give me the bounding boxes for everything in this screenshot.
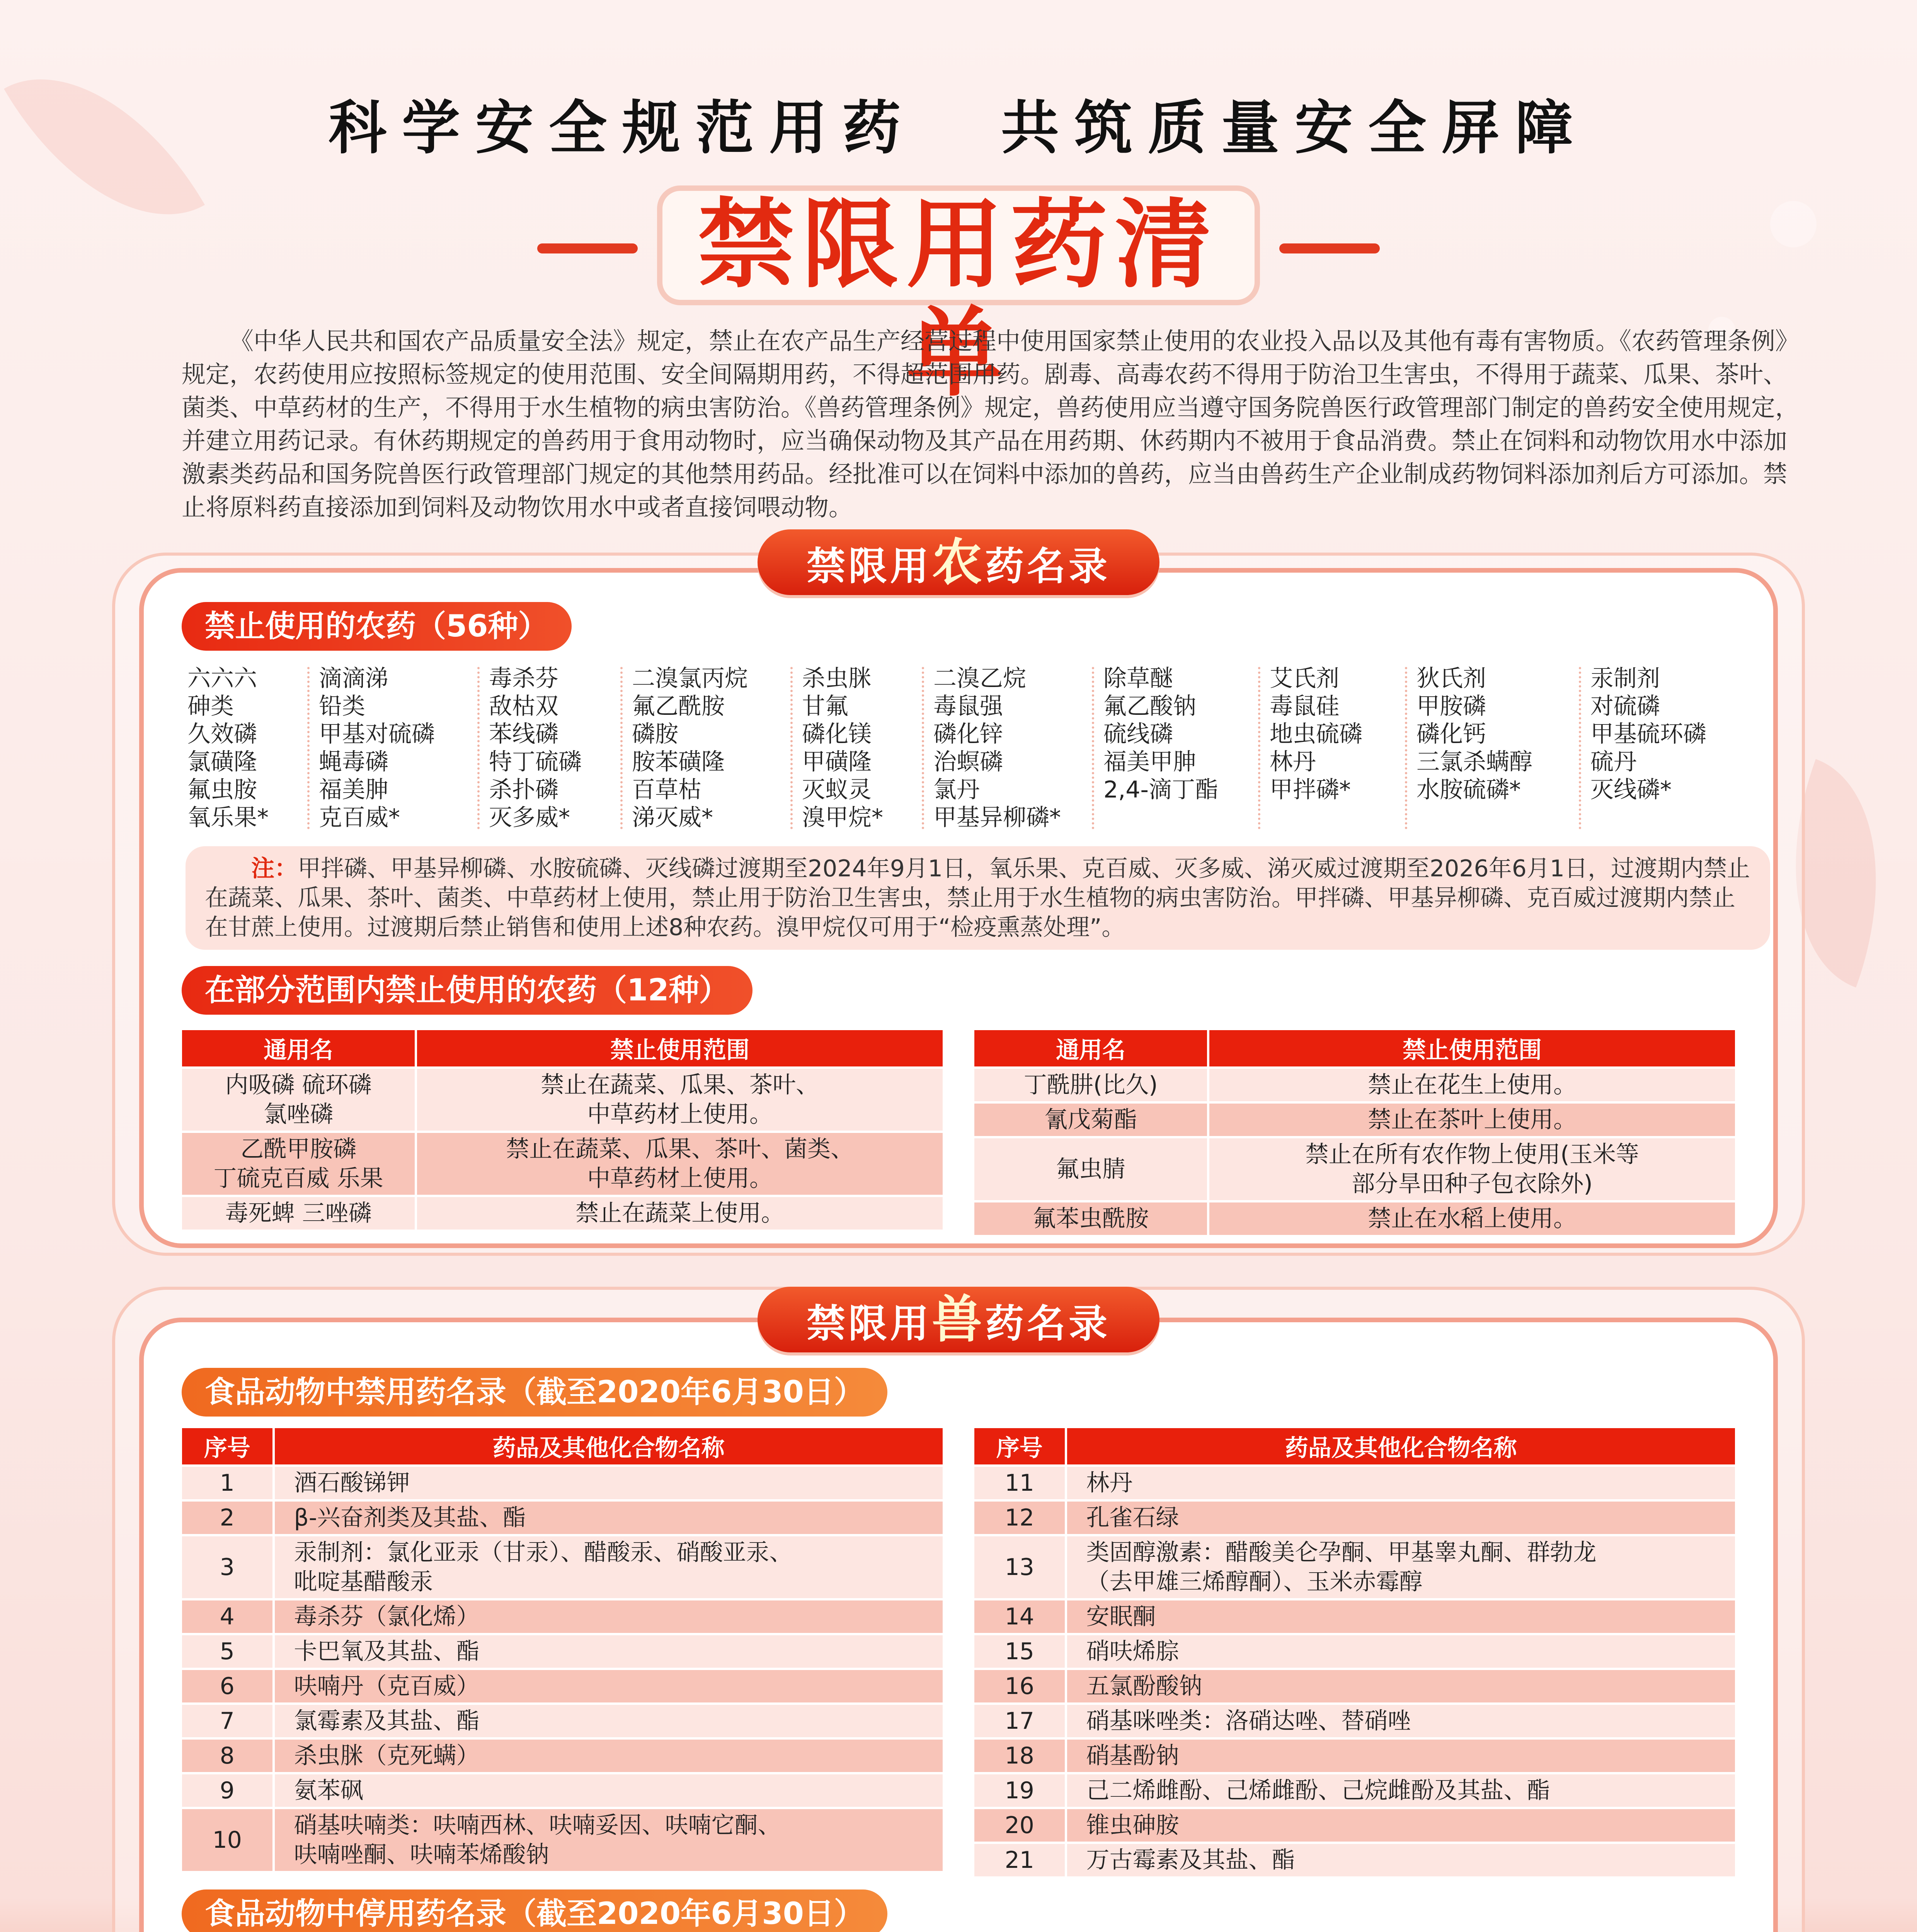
- banned-pesticide-column: [489, 665, 582, 832]
- name-cell: 呋喃丹（克百威）: [274, 1669, 944, 1704]
- column-header-no: 序号: [973, 1427, 1066, 1466]
- name-cell: 氨苯砜: [274, 1773, 944, 1808]
- table-row: [973, 1102, 1736, 1137]
- name-cell: 硝基酚钠: [1066, 1738, 1737, 1773]
- name-cell: 安眠酮: [1066, 1599, 1737, 1634]
- banned-pesticide-item: 对硫磷: [1590, 693, 1660, 720]
- banned-pesticide-item: 磷化钙: [1416, 721, 1486, 748]
- banned-pesticide-item: 福美胂: [319, 776, 388, 803]
- banned-pesticide-item: 甲基对硫磷: [319, 721, 435, 748]
- banned-pesticide-item: 砷类: [187, 693, 234, 720]
- banned-pesticide-item: 磷化镁: [802, 721, 872, 748]
- row-number: 2: [181, 1500, 274, 1535]
- veterinary-title-pre: 禁限用: [806, 1301, 932, 1346]
- banned-pesticide-item: 毒杀芬: [489, 665, 558, 692]
- name-cell: 类固醇激素：醋酸美仑孕酮、甲基睾丸酮、群勃龙 （去甲雄三烯醇酮）、玉米赤霉醇: [1066, 1535, 1737, 1599]
- name-cell: 硝呋烯腙: [1066, 1634, 1737, 1669]
- table-row: [181, 1704, 944, 1738]
- row-number: 11: [973, 1466, 1066, 1500]
- pesticide-title-big: 农: [931, 533, 985, 592]
- table-row: [973, 1773, 1736, 1808]
- row-number: 21: [973, 1843, 1066, 1878]
- table-row: [181, 1669, 944, 1704]
- banned-pesticide-item: 杀扑磷: [489, 776, 558, 803]
- banned-pesticide-item: 久效磷: [187, 721, 257, 748]
- banned-pesticide-column: [1103, 665, 1218, 804]
- banned-pesticide-item: 硫线磷: [1103, 721, 1173, 748]
- banned-pesticide-item: 水胺硫磷*: [1416, 776, 1521, 803]
- name-cell: 内吸磷 硫环磷 氯唑磷: [181, 1068, 416, 1132]
- banned-pesticide-item: 六六六: [187, 665, 257, 692]
- row-number: 5: [181, 1634, 274, 1669]
- column-separator: [1405, 667, 1407, 829]
- banned-pesticide-item: 溴甲烷*: [802, 804, 883, 831]
- banned-pesticide-item: 艾氏剂: [1270, 665, 1339, 692]
- banned-pesticide-item: 灭线磷*: [1590, 776, 1672, 803]
- veterinary-title-big: 兽: [931, 1290, 985, 1349]
- column-separator: [1092, 667, 1094, 829]
- name-cell: 林丹: [1066, 1466, 1737, 1500]
- name-cell: 万古霉素及其盐、酯: [1066, 1843, 1737, 1878]
- restricted-pesticides-heading: 在部分范围内禁止使用的农药（12种）: [182, 966, 752, 1015]
- note-lead: 注：: [251, 855, 298, 882]
- banned-pesticide-item: 灭多威*: [489, 804, 570, 831]
- banned-pesticide-item: 2,4-滴丁酯: [1103, 776, 1219, 803]
- name-cell: 杀虫脒（克死螨）: [274, 1738, 944, 1773]
- ban-scope-cell: 禁止在茶叶上使用。: [1208, 1102, 1736, 1137]
- banned-pesticide-item: 福美甲胂: [1103, 748, 1196, 776]
- column-header-no: 序号: [181, 1427, 274, 1466]
- row-number: 19: [973, 1773, 1066, 1808]
- banned-pesticide-item: 狄氏剂: [1416, 665, 1486, 692]
- column-separator: [790, 667, 793, 829]
- banned-pesticide-item: 除草醚: [1103, 665, 1173, 692]
- title-dash-left: [537, 243, 638, 253]
- name-cell: 锥虫砷胺: [1066, 1808, 1737, 1843]
- table-row: [181, 1466, 944, 1500]
- row-number: 6: [181, 1669, 274, 1704]
- column-header-name: 通用名: [181, 1029, 416, 1068]
- table-row: [973, 1201, 1736, 1236]
- column-header-name: 通用名: [973, 1029, 1208, 1068]
- table-row: [973, 1068, 1736, 1102]
- veterinary-title-post: 药名录: [985, 1301, 1110, 1346]
- table-row: [181, 1500, 944, 1535]
- column-header-scope: 禁止使用范围: [1208, 1029, 1736, 1068]
- name-cell: 氟虫腈: [973, 1137, 1208, 1201]
- name-cell: 丁酰肼(比久): [973, 1068, 1208, 1102]
- name-cell: 硝基呋喃类：呋喃西林、呋喃妥因、呋喃它酮、 呋喃唑酮、呋喃苯烯酸钠: [274, 1808, 944, 1872]
- headline-left: 科学安全规范用药: [328, 95, 916, 162]
- row-number: 13: [973, 1535, 1066, 1599]
- page-headline: [0, 81, 1917, 165]
- banned-pesticide-column: [632, 665, 748, 832]
- banned-pesticide-item: 磷胺: [632, 721, 678, 748]
- banned-pesticide-item: 氟虫胺: [187, 776, 257, 803]
- banned-pesticide-item: 三氯杀螨醇: [1416, 748, 1532, 776]
- name-cell: 毒杀芬（氯化烯）: [274, 1599, 944, 1634]
- table-row: [181, 1535, 944, 1599]
- headline-right: 共筑质量安全屏障: [1001, 95, 1589, 162]
- banned-pesticide-item: 汞制剂: [1590, 665, 1660, 692]
- banned-pesticide-item: 治螟磷: [933, 748, 1003, 776]
- table-row: [973, 1535, 1736, 1599]
- ban-scope-cell: 禁止在蔬菜、瓜果、茶叶、 中草药材上使用。: [416, 1068, 944, 1132]
- banned-pesticide-item: 苯线磷: [489, 721, 558, 748]
- row-number: 18: [973, 1738, 1066, 1773]
- banned-pesticide-item: 克百威*: [319, 804, 400, 831]
- column-separator: [307, 667, 310, 829]
- row-number: 10: [181, 1808, 274, 1872]
- name-cell: 孔雀石绿: [1066, 1500, 1737, 1535]
- banned-pesticide-item: 氧乐果*: [187, 804, 269, 831]
- name-cell: 硝基咪唑类：洛硝达唑、替硝唑: [1066, 1704, 1737, 1738]
- banned-pesticide-column: [1270, 665, 1362, 804]
- column-separator: [620, 667, 623, 829]
- banned-pesticide-item: 灭蚁灵: [802, 776, 872, 803]
- table-row: [973, 1599, 1736, 1634]
- ban-scope-cell: 禁止在花生上使用。: [1208, 1068, 1736, 1102]
- name-cell: 酒石酸锑钾: [274, 1466, 944, 1500]
- row-number: 15: [973, 1634, 1066, 1669]
- row-number: 7: [181, 1704, 274, 1738]
- banned-pesticide-item: 二溴氯丙烷: [632, 665, 748, 692]
- name-cell: 毒死蜱 三唑磷: [181, 1196, 416, 1231]
- row-number: 3: [181, 1535, 274, 1599]
- column-header-scope: 禁止使用范围: [416, 1029, 944, 1068]
- banned-pesticide-item: 林丹: [1270, 748, 1316, 776]
- banned-pesticide-item: 滴滴涕: [319, 665, 388, 692]
- row-number: 12: [973, 1500, 1066, 1535]
- table-row: [973, 1843, 1736, 1878]
- banned-pesticide-item: 氟乙酰胺: [632, 693, 725, 720]
- main-title: 禁限用药清单: [657, 185, 1260, 305]
- banned-pesticide-item: 蝇毒磷: [319, 748, 388, 776]
- table-row: [973, 1669, 1736, 1704]
- banned-pesticide-item: 甲拌磷*: [1270, 776, 1351, 803]
- banned-pesticide-column: [933, 665, 1061, 832]
- banned-pesticide-item: 甲磺隆: [802, 748, 872, 776]
- name-cell: β-兴奋剂类及其盐、酯: [274, 1500, 944, 1535]
- banned-pesticide-item: 涕灭威*: [632, 804, 713, 831]
- banned-pesticide-item: 百草枯: [632, 776, 701, 803]
- row-number: 4: [181, 1599, 274, 1634]
- table-row: [181, 1599, 944, 1634]
- veterinary-section-title: [758, 1287, 1159, 1352]
- name-cell: 氯霉素及其盐、酯: [274, 1704, 944, 1738]
- banned-pesticide-item: 特丁硫磷: [489, 748, 582, 776]
- name-cell: 乙酰甲胺磷 丁硫克百威 乐果: [181, 1132, 416, 1196]
- banned-pesticide-item: 氯磺隆: [187, 748, 257, 776]
- banned-pesticide-column: [1416, 665, 1532, 804]
- banned-pesticide-item: 铅类: [319, 693, 365, 720]
- table-row: [181, 1068, 944, 1132]
- banned-pesticide-item: 胺苯磺隆: [632, 748, 725, 776]
- banned-pesticide-column: [319, 665, 435, 832]
- pesticide-note: [186, 846, 1770, 950]
- table-row: [181, 1738, 944, 1773]
- name-cell: 氰戊菊酯: [973, 1102, 1208, 1137]
- banned-pesticide-item: 甲胺磷: [1416, 693, 1486, 720]
- table-row: [973, 1738, 1736, 1773]
- banned-pesticide-item: 氯丹: [933, 776, 980, 803]
- name-cell: 卡巴氧及其盐、酯: [274, 1634, 944, 1669]
- row-number: 16: [973, 1669, 1066, 1704]
- table-row: [181, 1132, 944, 1196]
- suspended-vet-drugs-heading: 食品动物中停用药名录（截至2020年6月30日）: [182, 1889, 887, 1932]
- note-text: 甲拌磷、甲基异柳磷、水胺硫磷、灭线磷过渡期至2024年9月1日，氧乐果、克百威、灭多威、涕灭威过渡期至2026年6月1日，过渡期内禁止在蔬菜、瓜果、茶叶、菌类、中草药材上使用，禁止用于防治卫生害虫，禁止用于水生植物的病虫害防治。甲拌磷、甲基异柳磷、克百威过渡期内禁止在甘蔗上使用。过渡期后禁止销售和使用上述8种农药。溴甲烷仅可用于“检疫熏蒸处理”。: [205, 855, 1750, 941]
- banned-pesticide-column: [802, 665, 883, 832]
- ban-scope-cell: 禁止在蔬菜上使用。: [416, 1196, 944, 1231]
- banned-pesticide-item: 硫丹: [1590, 748, 1637, 776]
- title-dash-right: [1279, 243, 1380, 253]
- name-cell: 己二烯雌酚、己烯雌酚、己烷雌酚及其盐、酯: [1066, 1773, 1737, 1808]
- table-row: [973, 1466, 1736, 1500]
- table-row: [973, 1634, 1736, 1669]
- row-number: 8: [181, 1738, 274, 1773]
- column-separator: [922, 667, 924, 829]
- banned-pesticide-item: 磷化锌: [933, 721, 1003, 748]
- pesticide-section-title: [758, 529, 1159, 595]
- table-row: [181, 1808, 944, 1872]
- intro-paragraph: 《中华人民共和国农产品质量安全法》规定，禁止在农产品生产经营过程中使用国家禁止使用的农业投入品以及其他有毒有害物质。《农药管理条例》规定，农药使用应按照标签规定的使用范围、安全间隔期用药，不得超范围用药。剧毒、高毒农药不得用于防治卫生害虫，不得用于蔬菜、瓜果、茶叶、菌类、中草药材的生产，不得用于水生植物的病虫害防治。《兽药管理条例》规定，兽药使用应当遵守国务院兽医行政管理部门制定的兽药安全使用规定，并建立用药记录。有休药期规定的兽药用于食用动物时，应当确保动物及其产品在用药期、休药期内不被用于食品消费。禁止在饲料和动物饮用水中添加激素类药品和国务院兽医行政管理部门规定的其他禁用药品。经批准可以在饲料中添加的兽药，应当由兽药生产企业制成药物饲料添加剂后方可添加。禁止将原料药直接添加到饲料及动物饮用水中或者直接饲喂动物。: [182, 327, 1800, 521]
- banned-pesticide-item: 甲基异柳磷*: [933, 804, 1061, 831]
- banned-pesticide-item: 甘氟: [802, 693, 848, 720]
- column-header-drug: 药品及其他化合物名称: [1066, 1427, 1737, 1466]
- row-number: 17: [973, 1704, 1066, 1738]
- banned-pesticides-heading: 禁止使用的农药（56种）: [182, 602, 572, 651]
- table-row: [973, 1500, 1736, 1535]
- banned-pesticide-item: 二溴乙烷: [933, 665, 1026, 692]
- table-row: [973, 1704, 1736, 1738]
- vet-banned-table-left: [180, 1426, 945, 1873]
- name-cell: 汞制剂：氯化亚汞（甘汞）、醋酸汞、硝酸亚汞、 吡啶基醋酸汞: [274, 1535, 944, 1599]
- table-row: [181, 1634, 944, 1669]
- main-title-area: [0, 185, 1917, 409]
- pesticide-title-post: 药名录: [985, 544, 1110, 589]
- table-row: [181, 1773, 944, 1808]
- pesticide-title-pre: 禁限用: [806, 544, 932, 589]
- ban-scope-cell: 禁止在水稻上使用。: [1208, 1201, 1736, 1236]
- column-separator: [1579, 667, 1581, 829]
- table-row: [973, 1808, 1736, 1843]
- name-cell: 五氯酚酸钠: [1066, 1669, 1737, 1704]
- banned-pesticide-column: [1590, 665, 1706, 804]
- banned-vet-drugs-heading: 食品动物中禁用药名录（截至2020年6月30日）: [182, 1368, 887, 1417]
- banned-pesticide-column: [187, 665, 269, 832]
- ban-scope-cell: 禁止在蔬菜、瓜果、茶叶、菌类、 中草药材上使用。: [416, 1132, 944, 1196]
- restricted-table-left: [180, 1028, 945, 1232]
- banned-pesticide-item: 毒鼠强: [933, 693, 1003, 720]
- row-number: 20: [973, 1808, 1066, 1843]
- banned-pesticide-item: 敌枯双: [489, 693, 558, 720]
- name-cell: 氟苯虫酰胺: [973, 1201, 1208, 1236]
- table-row: [181, 1196, 944, 1231]
- banned-pesticide-item: 毒鼠硅: [1270, 693, 1339, 720]
- table-row: [973, 1137, 1736, 1201]
- ban-scope-cell: 禁止在所有农作物上使用(玉米等 部分旱田种子包衣除外): [1208, 1137, 1736, 1201]
- column-separator: [1258, 667, 1260, 829]
- column-separator: [477, 667, 480, 829]
- row-number: 1: [181, 1466, 274, 1500]
- banned-pesticide-item: 甲基硫环磷: [1590, 721, 1706, 748]
- restricted-table-right: [972, 1028, 1737, 1237]
- row-number: 14: [973, 1599, 1066, 1634]
- banned-pesticide-item: 杀虫脒: [802, 665, 872, 692]
- row-number: 9: [181, 1773, 274, 1808]
- vet-banned-table-right: [972, 1426, 1737, 1879]
- banned-pesticide-item: 氟乙酸钠: [1103, 693, 1196, 720]
- banned-pesticide-item: 地虫硫磷: [1270, 721, 1362, 748]
- column-header-drug: 药品及其他化合物名称: [274, 1427, 944, 1466]
